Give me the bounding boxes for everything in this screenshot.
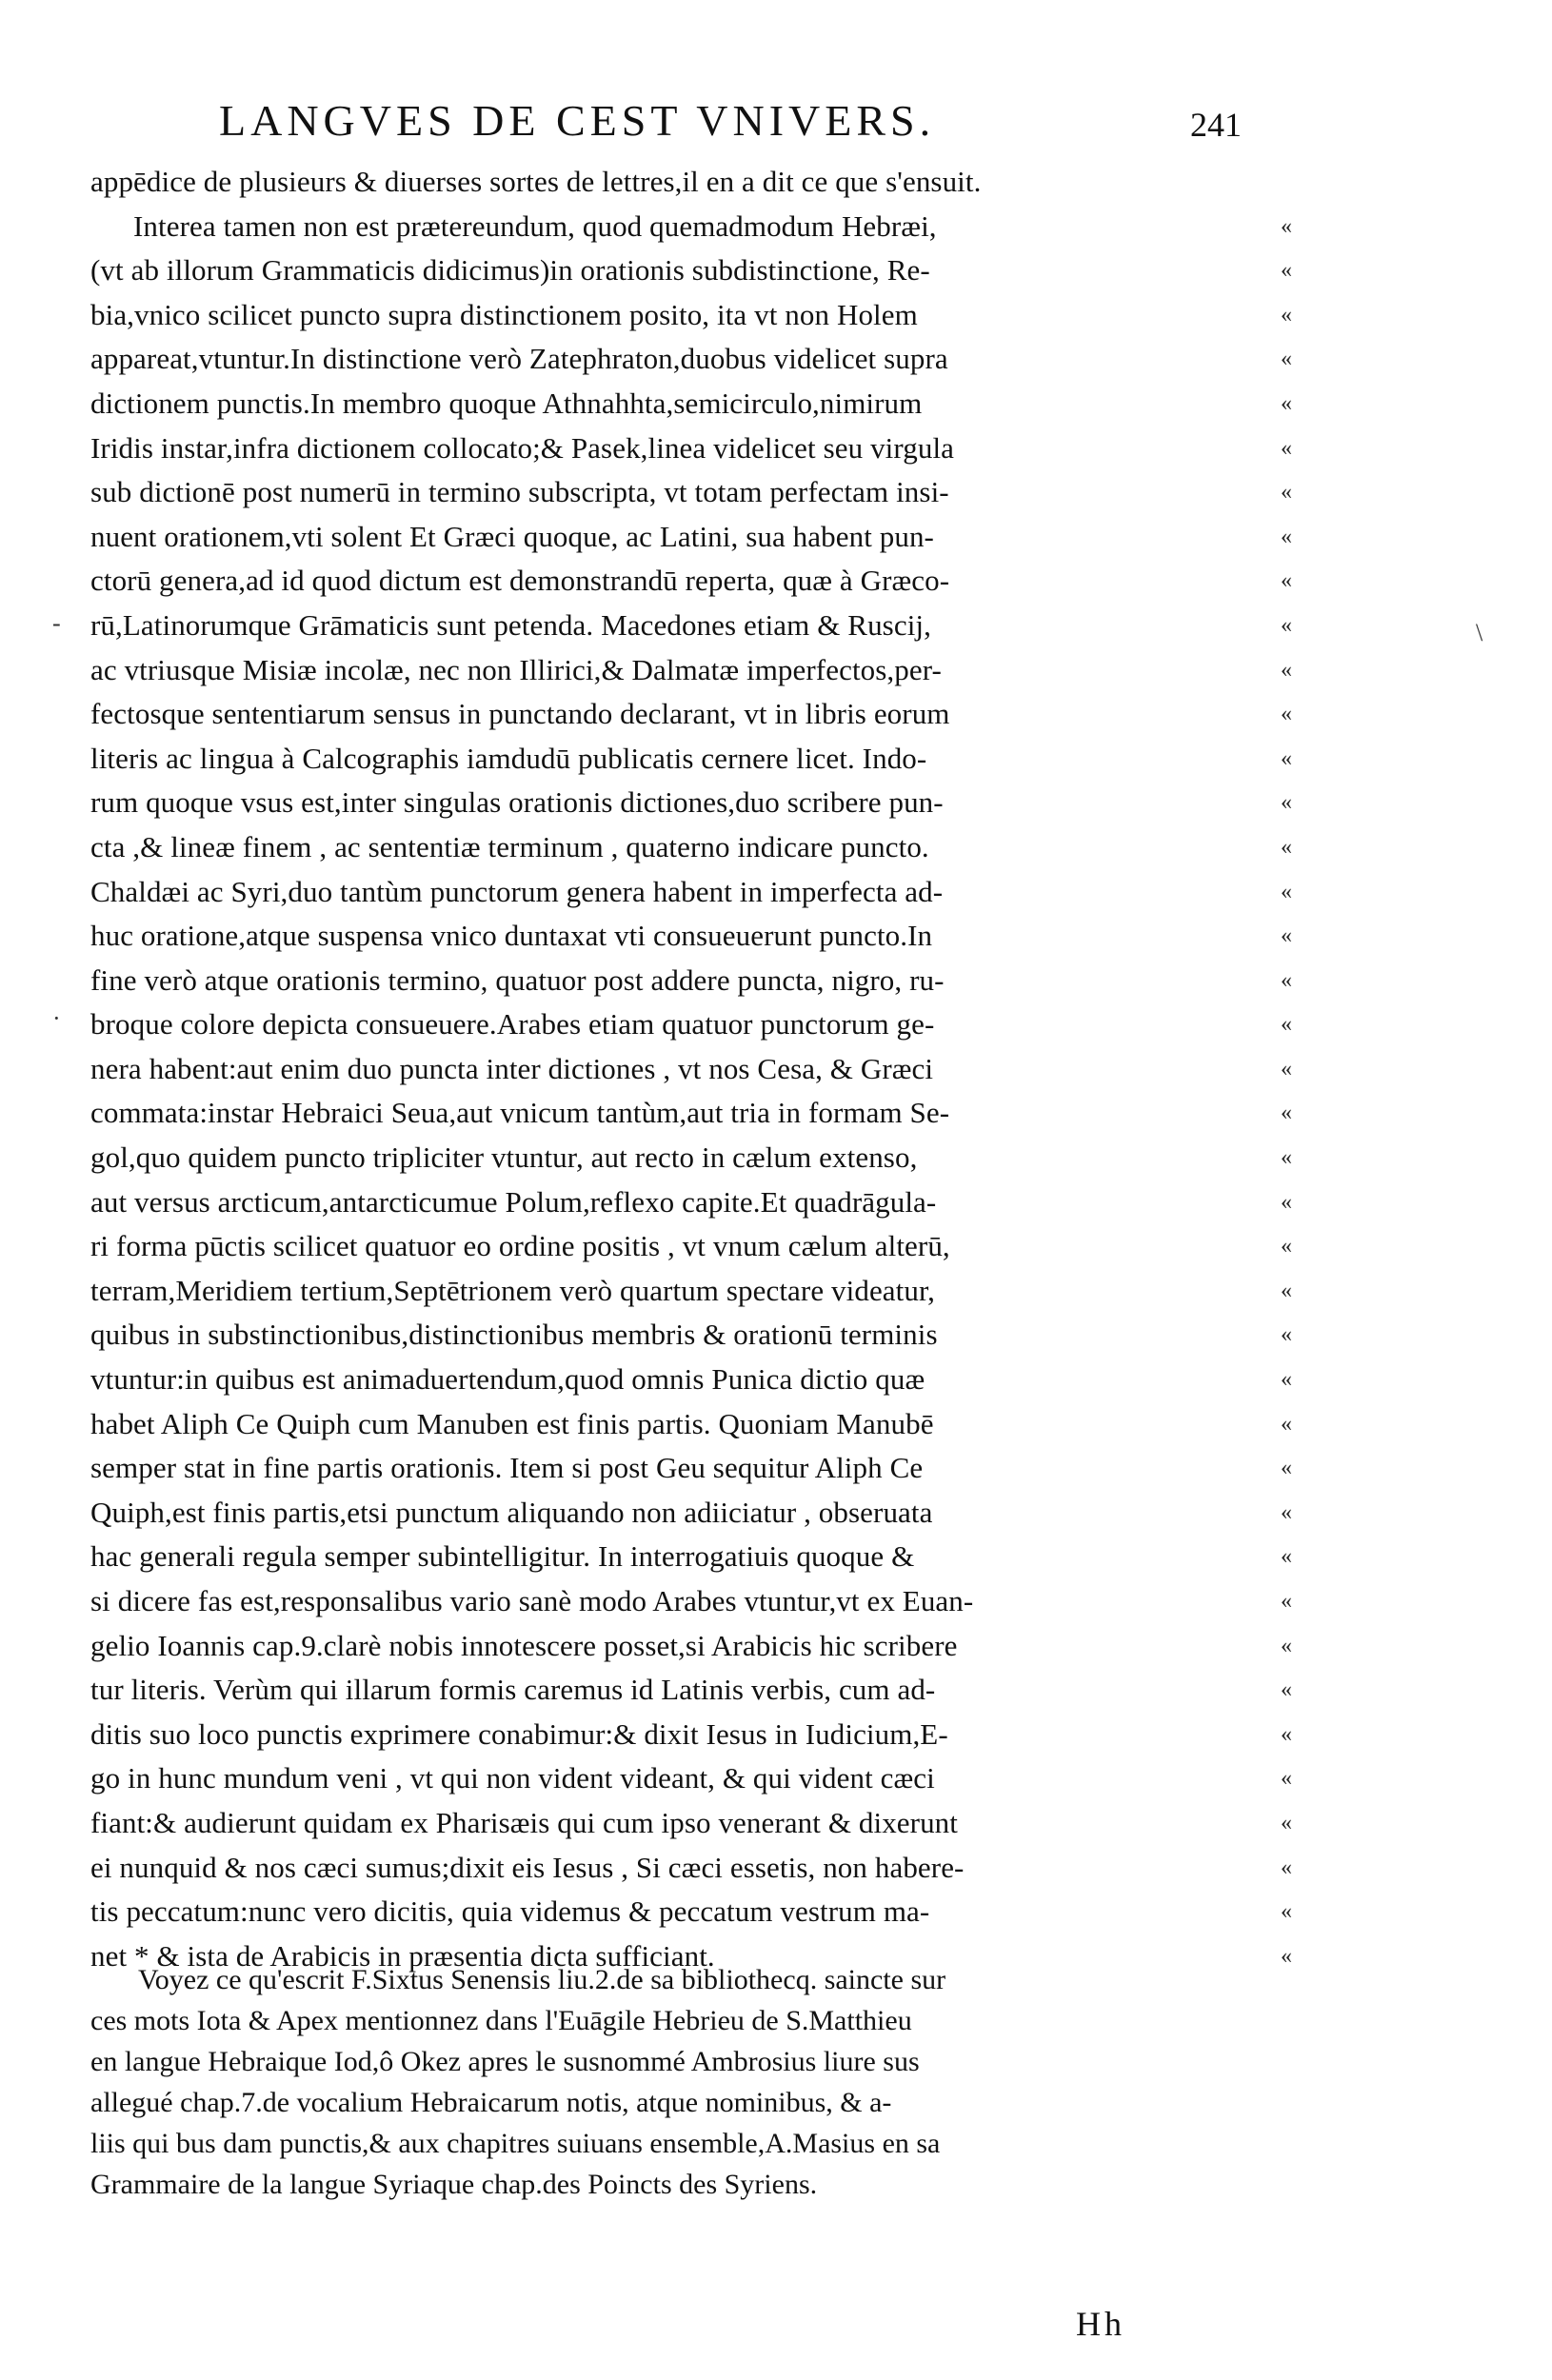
quote-mark: « — [1281, 879, 1292, 904]
quote-mark: « — [1281, 1322, 1292, 1348]
text-line: terram,Meridiem tertium,Septētrionem verò quartum spectare videatur, — [90, 1273, 936, 1307]
text-line: huc oratione,atque suspensa vnico duntaxat vti consueuerunt puncto.In — [90, 919, 933, 953]
text-line: vtuntur:in quibus est animaduertendum,quod omnis Punica dictio quæ — [90, 1362, 925, 1397]
quote-mark: « — [1281, 1721, 1292, 1747]
text-line: aut versus arcticum,antarcticumue Polum,reflexo capite.Et quadrāgula- — [90, 1184, 937, 1219]
quote-mark: « — [1281, 213, 1292, 239]
french-text-line: allegué chap.7.de vocalium Hebraicarum notis, atque nominibus, & a- — [90, 2087, 892, 2118]
text-line: go in hunc mundum veni , vt qui non vident videant, & qui vident cæci — [90, 1761, 935, 1795]
quote-mark: « — [1281, 1589, 1292, 1614]
text-line: rum quoque vsus est,inter singulas orationis dictiones,duo scribere pun- — [90, 785, 944, 820]
text-line: ei nunquid & nos cæci sumus;dixit eis Iesus , Si cæci essetis, non habere- — [90, 1850, 965, 1884]
quote-mark: « — [1281, 1278, 1292, 1303]
quote-mark: « — [1281, 524, 1292, 549]
margin-mark: - — [52, 609, 61, 637]
text-line: Interea tamen non est prætereundum, quod quemadmodum Hebræi, — [133, 208, 937, 243]
text-line: si dicere fas est,responsalibus vario sanè modo Arabes vtuntur,vt ex Euan- — [90, 1584, 974, 1617]
margin-mark: · — [52, 1004, 61, 1032]
text-line: nuent orationem,vti solent Et Græci quoque, ac Latini, sua habent pun- — [90, 519, 934, 553]
quote-mark: « — [1281, 834, 1292, 860]
quote-mark: « — [1281, 702, 1292, 727]
page-header — [95, 95, 1295, 152]
quote-mark: « — [1281, 967, 1292, 993]
quote-mark: « — [1281, 657, 1292, 683]
quote-mark: « — [1281, 1633, 1292, 1658]
text-line: fine verò atque orationis termino, quatuor post addere puncta, nigro, ru- — [90, 962, 945, 997]
page-number: 241 — [1190, 106, 1242, 144]
quote-mark — [1281, 160, 1319, 205]
quote-mark: « — [1281, 1544, 1292, 1570]
french-text-line: Grammaire de la langue Syriaque chap.des Poincts des Syriens. — [90, 2169, 818, 2200]
quote-mark: « — [1281, 790, 1292, 816]
quote-mark: « — [1281, 390, 1292, 416]
french-text-line: Voyez ce qu'escrit F.Sixtus Senensis liu.2.de sa bibliothecq. saincte sur — [138, 1964, 946, 1995]
margin-mark: \ — [1476, 619, 1483, 646]
text-line: semper stat in fine partis orationis. Item si post Geu sequitur Aliph Ce — [90, 1451, 924, 1485]
quote-mark: « — [1281, 1456, 1292, 1481]
text-line: Quiph,est finis partis,etsi punctum aliquando non adiiciatur , obseruata — [90, 1495, 933, 1529]
french-text-line: liis qui bus dam punctis,& aux chapitres suiuans ensemble,A.Masius en sa — [90, 2128, 941, 2159]
text-line: gelio Ioannis cap.9.clarè nobis innotescere posset,si Arabicis hic scribere — [90, 1628, 958, 1662]
running-head: LANGVES DE CEST VNIVERS. — [219, 96, 936, 145]
quote-mark: « — [1281, 1056, 1292, 1081]
text-line: dictionem punctis.In membro quoque Athnahhta,semicirculo,nimirum — [90, 386, 923, 420]
text-line: ditis suo loco punctis exprimere conabimur:& dixit Iesus in Iudicium,E- — [90, 1716, 948, 1751]
text-line: literis ac lingua à Calcographis iamdudū publicatis cernere licet. Indo- — [90, 741, 927, 775]
text-line: tis peccatum:nunc vero dicitis, quia videmus & peccatum vestrum ma- — [90, 1894, 930, 1929]
quote-mark: « — [1281, 1012, 1292, 1038]
quote-mark: « — [1281, 568, 1292, 594]
text-line: nera habent:aut enim duo puncta inter dictiones , vt nos Cesa, & Græci — [90, 1051, 934, 1085]
text-line: commata:instar Hebraici Seua,aut vnicum tantùm,aut tria in formam Se- — [90, 1096, 950, 1130]
text-line: sub dictionē post numerū in termino subscripta, vt totam perfectam insi- — [90, 475, 949, 509]
signature-mark: Hh — [1076, 2305, 1125, 2343]
quote-mark: « — [1281, 745, 1292, 771]
text-line: cta ,& lineæ finem , ac sententiæ terminum , quaterno indicare puncto. — [90, 829, 929, 863]
quote-mark: « — [1281, 1854, 1292, 1880]
quote-mark: « — [1281, 1943, 1292, 1969]
quote-mark: « — [1281, 1234, 1292, 1259]
quote-mark: « — [1281, 1810, 1292, 1835]
french-text-line: ces mots Iota & Apex mentionnez dans l'Euāgile Hebrieu de S.Matthieu — [90, 2005, 912, 2036]
french-note — [90, 1959, 1319, 2205]
text-line: fiant:& audierunt quidam ex Pharisæis qui cum ipso venerant & dixerunt — [90, 1805, 958, 1839]
french-text-line: en langue Hebraique Iod,ô Okez apres le susnommé Ambrosius liure sus — [90, 2046, 920, 2077]
quote-mark: « — [1281, 1411, 1292, 1437]
text-line: appareat,vtuntur.In distinctione verò Zatephraton,duobus videlicet supra — [90, 342, 948, 376]
quote-mark: « — [1281, 1677, 1292, 1703]
text-line: ri forma pūctis scilicet quatuor eo ordine positis , vt vnum cælum alterū, — [90, 1229, 950, 1263]
quote-mark: « — [1281, 1145, 1292, 1171]
text-line: broque colore depicta consueuere.Arabes etiam quatuor punctorum ge- — [90, 1007, 935, 1041]
latin-passage — [90, 160, 1319, 1978]
quote-mark: « — [1281, 258, 1292, 284]
quotation-margin-marks — [1281, 160, 1319, 1978]
text-line: ac vtriusque Misiæ incolæ, nec non Illirici,& Dalmatæ imperfectos,per- — [90, 652, 942, 686]
text-line: appēdice de plusieurs & diuerses sortes de lettres,il en a dit ce que s'ensuit. — [90, 165, 982, 198]
quote-mark: « — [1281, 1499, 1292, 1525]
quote-mark: « — [1281, 1367, 1292, 1393]
text-line: fectosque sententiarum sensus in punctando declarant, vt in libris eorum — [90, 697, 950, 731]
text-line: bia,vnico scilicet puncto supra distinctionem posito, ita vt non Holem — [90, 297, 918, 331]
text-line: habet Aliph Ce Quiph cum Manuben est finis partis. Quoniam Manubē — [90, 1406, 934, 1440]
quote-mark: « — [1281, 480, 1292, 506]
quote-mark: « — [1281, 302, 1292, 327]
text-line: net * & ista de Arabicis in præsentia dicta sufficiant. — [90, 1938, 715, 1973]
text-line: rū,Latinorumque Grāmaticis sunt petenda. Macedones etiam & Ruscij, — [90, 607, 931, 642]
text-line: ctorū genera,ad id quod dictum est demonstrandū reperta, quæ à Græco- — [90, 564, 950, 598]
text-line: Iridis instar,infra dictionem collocato;& Pasek,linea videlicet seu virgula — [90, 430, 955, 465]
text-line: tur literis. Verùm qui illarum formis caremus id Latinis verbis, cum ad- — [90, 1673, 936, 1707]
quote-mark: « — [1281, 1101, 1292, 1126]
quote-mark: « — [1281, 1766, 1292, 1792]
quote-mark: « — [1281, 1189, 1292, 1215]
quote-mark: « — [1281, 923, 1292, 949]
quote-mark: « — [1281, 435, 1292, 461]
text-line: Chaldæi ac Syri,duo tantùm punctorum genera habent in imperfecta ad- — [90, 874, 944, 908]
text-line: (vt ab illorum Grammaticis didicimus)in orationis subdistinctione, Re- — [90, 253, 930, 288]
text-line: gol,quo quidem puncto tripliciter vtuntur, aut recto in cælum extenso, — [90, 1140, 918, 1175]
quote-mark: « — [1281, 347, 1292, 372]
quote-mark: « — [1281, 1899, 1292, 1925]
quote-mark: « — [1281, 612, 1292, 638]
text-line: quibus in substinctionibus,distinctionibus membris & orationū terminis — [90, 1318, 938, 1352]
text-line: hac generali regula semper subintelligitur. In interrogatiuis quoque & — [90, 1539, 915, 1574]
